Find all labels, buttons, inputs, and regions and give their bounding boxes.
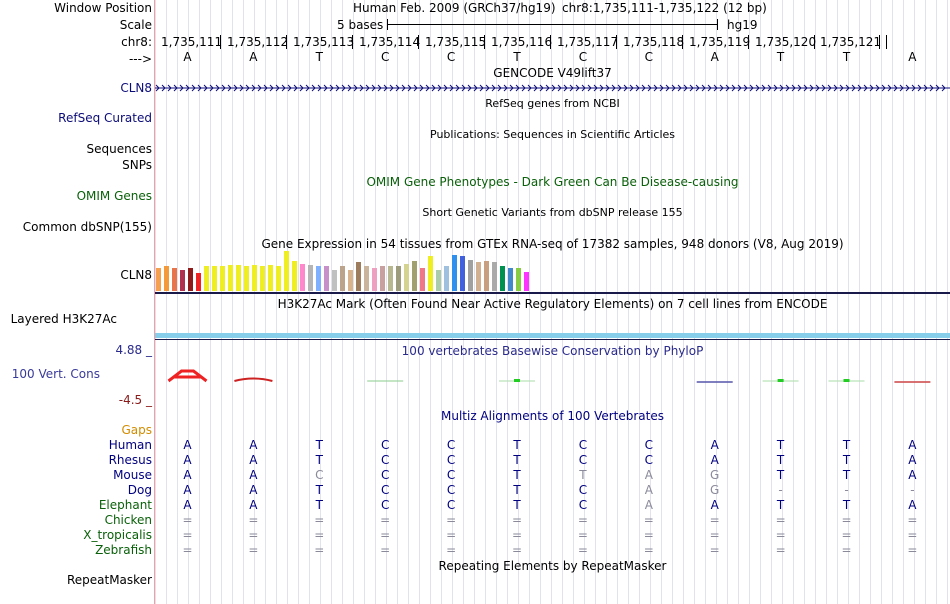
- aligned-base: =: [775, 528, 786, 542]
- aligned-base: A: [908, 438, 917, 452]
- species-elephant-label: Elephant: [98, 498, 152, 512]
- aligned-base: C: [315, 468, 324, 482]
- aligned-base: C: [380, 468, 390, 482]
- conservation-track-label[interactable]: 100 Vert. Cons: [11, 367, 100, 381]
- gtex-tissue-bar[interactable]: [284, 251, 289, 291]
- aligned-base: =: [446, 528, 457, 542]
- gtex-tissue-bar[interactable]: [508, 268, 513, 291]
- scale-label: Scale: [119, 18, 152, 32]
- aligned-base: A: [249, 483, 258, 497]
- gtex-tissue-bar[interactable]: [348, 270, 353, 291]
- position-readout: chr8:1,735,111-1,735,122 (12 bp): [562, 1, 767, 15]
- gtex-tissue-bar[interactable]: [324, 266, 329, 291]
- conservation-min-label: -4.5 _: [118, 393, 152, 407]
- alignment-row-x_tropicalis: [155, 528, 950, 543]
- repeatmasker-track-label[interactable]: RepeatMasker: [66, 573, 152, 587]
- species-chicken-label: Chicken: [104, 513, 152, 527]
- aligned-base: T: [842, 438, 851, 452]
- gtex-tissue-bar[interactable]: [292, 261, 297, 291]
- assembly-title: Human Feb. 2009 (GRCh37/hg19): [353, 1, 556, 15]
- gtex-tissue-bar[interactable]: [484, 261, 489, 291]
- ruler-coordinate: 1,735,113: [293, 35, 355, 49]
- reference-base: A: [908, 50, 917, 64]
- aligned-base: =: [709, 513, 720, 527]
- snps-track-label[interactable]: SNPs: [122, 158, 152, 172]
- aligned-base: T: [315, 498, 323, 512]
- aligned-base: A: [249, 438, 258, 452]
- alignment-row-human: [155, 438, 950, 453]
- aligned-base: T: [776, 453, 785, 467]
- reference-base: T: [513, 50, 521, 64]
- aligned-base: =: [841, 513, 852, 527]
- gtex-tissue-bar[interactable]: [300, 264, 305, 291]
- aligned-base: =: [775, 543, 786, 557]
- aligned-base: A: [644, 468, 653, 482]
- multiz-track-title: Multiz Alignments of 100 Vertebrates: [440, 409, 665, 423]
- phylop-score-mark: [234, 379, 272, 382]
- gtex-tissue-bar[interactable]: [212, 266, 217, 291]
- scale-bar-left-cap: [387, 19, 388, 30]
- ruler-coordinate: 1,735,111: [161, 35, 223, 49]
- gtex-tissue-bar[interactable]: [452, 255, 457, 291]
- phylop-score-mark: [499, 379, 535, 382]
- alignment-row-rhesus: [155, 453, 950, 468]
- aligned-base: A: [644, 498, 653, 512]
- aligned-base: =: [907, 543, 918, 557]
- gtex-tissue-bar[interactable]: [436, 270, 441, 291]
- species-human-label: Human: [108, 438, 152, 452]
- gtex-tissue-bar[interactable]: [460, 256, 465, 291]
- gtex-tissue-bar[interactable]: [252, 265, 257, 291]
- h3k27ac-track-title: H3K27Ac Mark (Often Found Near Active Regulatory Elements) on 7 cell lines from ENCODE: [277, 297, 828, 311]
- aligned-base: C: [446, 483, 456, 497]
- gtex-tissue-bar[interactable]: [500, 266, 505, 291]
- gtex-tissue-bar[interactable]: [364, 266, 369, 291]
- gtex-tissue-bar[interactable]: [428, 256, 433, 291]
- aligned-base: =: [643, 528, 654, 542]
- gtex-tissue-bar[interactable]: [308, 265, 313, 291]
- gtex-tissue-bar[interactable]: [180, 270, 185, 291]
- aligned-base: A: [710, 453, 719, 467]
- gtex-track-title: Gene Expression in 54 tissues from GTEx RNA-seq of 17382 samples, 948 donors (V8, Aug 2019): [261, 237, 844, 251]
- gtex-tissue-bar[interactable]: [420, 268, 425, 291]
- reference-base: T: [776, 50, 785, 64]
- gtex-tissue-bar[interactable]: [516, 268, 521, 291]
- ruler-coordinate: 1,735,112: [227, 35, 289, 49]
- reference-base: C: [644, 50, 653, 64]
- alignment-row-zebrafish: [155, 543, 950, 558]
- aligned-base: T: [842, 468, 851, 482]
- aligned-base: T: [513, 468, 521, 482]
- gtex-tissue-bar[interactable]: [228, 265, 233, 291]
- aligned-base: C: [446, 438, 456, 452]
- alignment-row-dog: [155, 483, 950, 498]
- ruler-coordinate: 1,735,119: [689, 35, 751, 49]
- aligned-base: A: [183, 483, 192, 497]
- aligned-base: =: [511, 528, 523, 542]
- aligned-base: C: [380, 483, 390, 497]
- gtex-tissue-bar[interactable]: [468, 260, 473, 291]
- alignment-row-chicken: [155, 513, 950, 528]
- aligned-base: =: [182, 513, 193, 527]
- gtex-expression-bars[interactable]: [156, 250, 556, 291]
- aligned-base: T: [513, 498, 521, 512]
- omim-track-title: OMIM Gene Phenotypes - Dark Green Can Be Disease-causing: [366, 175, 739, 189]
- aligned-base: A: [183, 498, 192, 512]
- conservation-max-label: 4.88 _: [115, 343, 152, 357]
- aligned-base: =: [314, 513, 325, 527]
- window-position-label: Window Position: [54, 1, 152, 15]
- aligned-base: C: [644, 453, 653, 467]
- aligned-base: =: [248, 513, 259, 527]
- dbsnp-track-title: Short Genetic Variants from dbSNP release 155: [422, 206, 683, 219]
- ruler-coordinate: 1,735,115: [425, 35, 487, 49]
- aligned-base: =: [775, 513, 786, 527]
- aligned-base: C: [644, 438, 653, 452]
- species-mouse-label: Mouse: [113, 468, 152, 482]
- ruler-coordinate: 1,735,120: [755, 35, 817, 49]
- aligned-base: A: [710, 438, 719, 452]
- scale-bar-label: 5 bases: [337, 18, 384, 32]
- cln8-gene-model[interactable]: [155, 82, 950, 94]
- aligned-base: =: [248, 543, 259, 557]
- ruler-coordinate: 1,735,114: [359, 35, 421, 49]
- aligned-base: T: [513, 438, 521, 452]
- gene-strand-arrows: [155, 82, 950, 94]
- species-zebrafish-label: Zebrafish: [95, 543, 152, 557]
- aligned-base: =: [841, 543, 852, 557]
- gtex-tissue-bar[interactable]: [356, 262, 361, 291]
- coordinate-ruler: [155, 34, 950, 50]
- ruler-coordinate: 1,735,121: [820, 35, 882, 49]
- aligned-base: =: [380, 528, 391, 542]
- gtex-tissue-bar[interactable]: [236, 265, 241, 291]
- aligned-base: G: [710, 483, 720, 497]
- repeatmasker-track-title: Repeating Elements by RepeatMasker: [438, 559, 667, 573]
- track-label-column: [0, 0, 154, 604]
- reference-base: T: [842, 50, 851, 64]
- aligned-base: =: [577, 543, 588, 557]
- sequences-track-label[interactable]: Sequences: [86, 142, 152, 156]
- reference-base: A: [710, 50, 719, 64]
- cln8-gene-label[interactable]: CLN8: [120, 81, 152, 95]
- h3k27ac-signal[interactable]: [155, 333, 950, 338]
- phylop-score-mark: [829, 379, 865, 382]
- gtex-tissue-bar[interactable]: [476, 262, 481, 291]
- aligned-base: A: [710, 498, 719, 512]
- aligned-base: C: [578, 483, 588, 497]
- ruler-coordinate: 1,735,117: [557, 35, 619, 49]
- gtex-baseline: [155, 292, 950, 294]
- aligned-base: =: [182, 528, 193, 542]
- omim-track-label[interactable]: OMIM Genes: [76, 189, 152, 203]
- phylop-score-mark: [169, 371, 207, 381]
- gtex-tissue-bar[interactable]: [260, 266, 265, 291]
- alignment-row-mouse: [155, 468, 950, 483]
- gtex-gene-label[interactable]: CLN8: [120, 268, 152, 282]
- aligned-base: C: [578, 498, 588, 512]
- aligned-base: C: [446, 498, 456, 512]
- aligned-base: C: [578, 438, 588, 452]
- aligned-base: =: [380, 543, 391, 557]
- refseq-track-title: RefSeq genes from NCBI: [485, 97, 620, 110]
- phylop-track-title: 100 vertebrates Basewise Conservation by PhyloP: [401, 344, 704, 358]
- gtex-tissue-bar[interactable]: [268, 265, 273, 291]
- aligned-base: C: [446, 468, 456, 482]
- gtex-tissue-bar[interactable]: [340, 266, 345, 291]
- aligned-base: T: [842, 453, 851, 467]
- aligned-base: T: [315, 453, 323, 467]
- aligned-base: -: [778, 483, 783, 497]
- aligned-base: T: [776, 468, 785, 482]
- reference-base: A: [183, 50, 192, 64]
- gtex-tissue-bar[interactable]: [276, 266, 281, 291]
- aligned-base: A: [183, 438, 192, 452]
- aligned-base: A: [908, 468, 917, 482]
- aligned-base: T: [315, 483, 323, 497]
- aligned-base: =: [907, 513, 918, 527]
- aligned-base: =: [314, 543, 325, 557]
- publications-track-title: Publications: Sequences in Scientific Articles: [430, 128, 675, 141]
- aligned-base: C: [380, 498, 390, 512]
- aligned-base: T: [513, 453, 521, 467]
- dbsnp-track-label[interactable]: Common dbSNP(155): [22, 220, 152, 234]
- aligned-base: A: [908, 453, 917, 467]
- aligned-base: A: [249, 468, 258, 482]
- gtex-tissue-bar[interactable]: [316, 266, 321, 291]
- phylop-conservation-plot[interactable]: [155, 368, 950, 388]
- species-dog-label: Dog: [127, 483, 152, 497]
- h3k27ac-track-label[interactable]: Layered H3K27Ac: [10, 312, 117, 326]
- aligned-base: A: [644, 483, 653, 497]
- scale-bar-right-cap: [717, 19, 718, 30]
- aligned-base: T: [579, 468, 587, 482]
- gtex-tissue-bar[interactable]: [188, 268, 193, 291]
- aligned-base: A: [183, 453, 192, 467]
- aligned-base: T: [842, 498, 851, 512]
- aligned-base: C: [380, 453, 390, 467]
- aligned-base: T: [513, 483, 521, 497]
- aligned-base: G: [710, 468, 720, 482]
- reference-base: C: [578, 50, 588, 64]
- reference-base: C: [446, 50, 456, 64]
- aligned-base: T: [776, 438, 785, 452]
- aligned-base: =: [511, 543, 523, 557]
- aligned-base: =: [841, 528, 852, 542]
- aligned-base: A: [908, 498, 917, 512]
- aligned-base: T: [315, 438, 323, 452]
- aligned-base: A: [249, 453, 258, 467]
- aligned-base: =: [709, 528, 720, 542]
- aligned-base: C: [380, 438, 390, 452]
- gtex-tissue-bar[interactable]: [156, 268, 161, 291]
- gtex-tissue-bar[interactable]: [524, 272, 529, 291]
- strand-label: --->: [128, 52, 152, 66]
- reference-base: T: [315, 50, 323, 64]
- gtex-tissue-bar[interactable]: [220, 266, 225, 291]
- gtex-tissue-bar[interactable]: [388, 266, 393, 291]
- aligned-base: =: [643, 513, 654, 527]
- reference-base: C: [380, 50, 390, 64]
- gtex-tissue-bar[interactable]: [380, 266, 385, 291]
- reference-sequence: [155, 50, 950, 64]
- aligned-base: =: [446, 513, 457, 527]
- gtex-tissue-bar[interactable]: [444, 266, 449, 291]
- phylop-score-mark: [763, 379, 799, 382]
- gtex-tissue-bar[interactable]: [412, 261, 417, 291]
- aligned-base: T: [776, 498, 785, 512]
- gtex-tissue-bar[interactable]: [244, 266, 249, 291]
- aligned-base: =: [182, 543, 193, 557]
- aligned-base: =: [446, 543, 457, 557]
- gtex-tissue-bar[interactable]: [204, 266, 209, 291]
- aligned-base: =: [248, 528, 259, 542]
- alignment-row-elephant: [155, 498, 950, 513]
- aligned-base: C: [578, 453, 588, 467]
- gtex-tissue-bar[interactable]: [164, 266, 169, 291]
- gtex-tissue-bar[interactable]: [404, 264, 409, 291]
- reference-base: A: [249, 50, 258, 64]
- multiz-alignment-rows[interactable]: [155, 438, 950, 558]
- aligned-base: A: [183, 468, 192, 482]
- gtex-tissue-bar[interactable]: [172, 268, 177, 291]
- scale-db-label: hg19: [727, 18, 758, 32]
- aligned-base: =: [314, 528, 325, 542]
- gaps-label: Gaps: [121, 423, 152, 437]
- aligned-base: =: [709, 543, 720, 557]
- species-xtropicalis-label: X_tropicalis: [83, 528, 152, 542]
- ruler-coordinate: 1,735,116: [491, 35, 553, 49]
- aligned-base: -: [844, 483, 849, 497]
- aligned-base: =: [643, 543, 654, 557]
- ruler-coordinate: 1,735,118: [623, 35, 685, 49]
- gtex-tissue-bar[interactable]: [396, 266, 401, 291]
- refseq-track-label[interactable]: RefSeq Curated: [58, 111, 152, 125]
- scale-bar: [387, 24, 718, 25]
- gencode-track-title: GENCODE V49lift37: [493, 66, 612, 80]
- aligned-base: A: [249, 498, 258, 512]
- aligned-base: =: [380, 513, 391, 527]
- aligned-base: =: [577, 513, 588, 527]
- gtex-tissue-bar[interactable]: [372, 268, 377, 291]
- gtex-tissue-bar[interactable]: [492, 262, 497, 291]
- aligned-base: -: [910, 483, 915, 497]
- gtex-tissue-bar[interactable]: [196, 273, 201, 291]
- aligned-base: =: [577, 528, 588, 542]
- aligned-base: C: [446, 453, 456, 467]
- gtex-tissue-bar[interactable]: [332, 270, 337, 291]
- ruler-tick: [886, 35, 887, 49]
- chrom-label: chr8:: [121, 35, 152, 49]
- species-rhesus-label: Rhesus: [108, 453, 152, 467]
- h3k27ac-baseline: [155, 339, 950, 340]
- aligned-base: =: [907, 528, 918, 542]
- browser-track-area[interactable]: [155, 0, 950, 604]
- aligned-base: =: [511, 513, 523, 527]
